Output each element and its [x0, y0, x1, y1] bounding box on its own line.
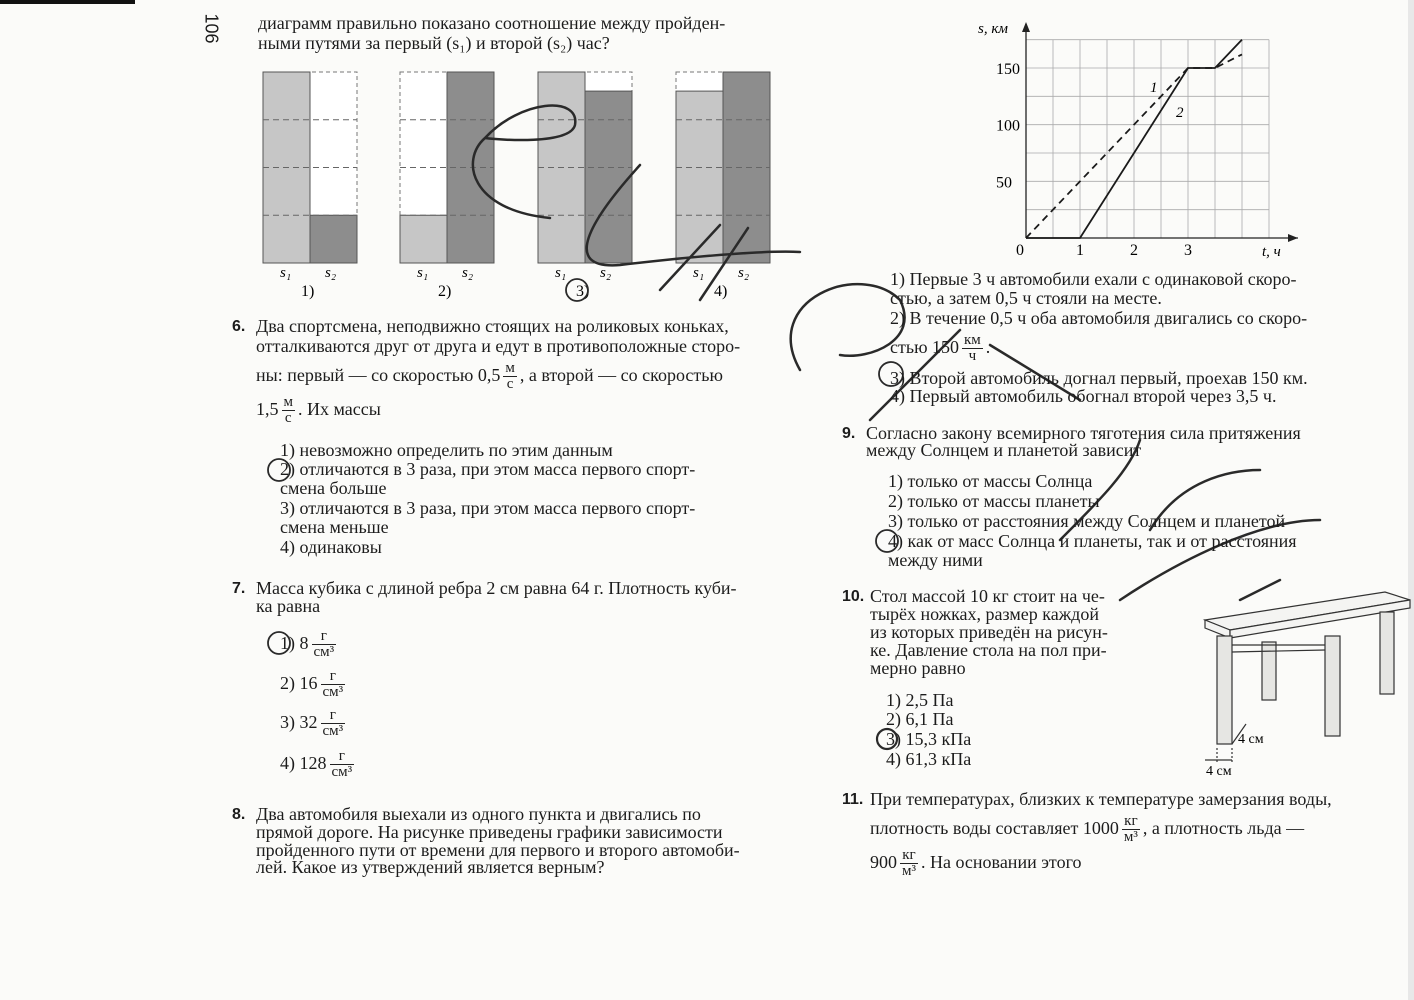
- unit-fraction: [503, 361, 517, 392]
- q8-option-4[interactable]: 4) Первый автомобиль обогнал второй через 3,5 ч.: [890, 386, 1277, 406]
- diagram-s1-label: s₁: [280, 265, 292, 281]
- q6-line-4-text: 1,5: [256, 399, 279, 419]
- x-tick-label: 3: [1184, 242, 1192, 259]
- q9-line-1: Согласно закону всемирного тяготения сила притяжения: [866, 423, 1301, 443]
- q10-option-2[interactable]: 2) 6,1 Па: [886, 709, 954, 729]
- x-tick-label: 1: [1076, 242, 1084, 259]
- q9-option-4[interactable]: 4) как от масс Солнца и планеты, так и от расстояния: [888, 531, 1297, 551]
- q9-option-1[interactable]: 1) только от массы Солнца: [888, 471, 1093, 491]
- fraction-numerator: м: [505, 360, 515, 377]
- diagram-bar-s1: [400, 215, 447, 263]
- series-label-2: 2: [1176, 105, 1184, 121]
- diagram-s1-label: s₁: [555, 265, 567, 281]
- q6-option-2-cont: смена больше: [280, 478, 387, 498]
- intro-line-1: диаграмм правильно показано соотношение между пройден-: [258, 13, 726, 33]
- unit-fraction: [282, 395, 296, 426]
- question-number-7: 7.: [232, 580, 246, 597]
- diagram-option-label[interactable]: 4): [714, 283, 728, 300]
- q8-option-3[interactable]: 3) Второй автомобиль догнал первый, проехав 150 км.: [890, 368, 1308, 388]
- question-number-8: 8.: [232, 806, 246, 823]
- q9-option-2[interactable]: 2) только от массы планеты: [888, 491, 1100, 511]
- diagram-option-label[interactable]: 2): [438, 283, 452, 300]
- diagram-s1-label: s₁: [417, 265, 429, 281]
- q8-option-1[interactable]: 1) Первые 3 ч автомобили ехали с одинаковой скоро-: [890, 269, 1297, 289]
- fraction-numerator: г: [338, 748, 345, 765]
- q10-line-3: из которых приведён на рисун-: [870, 622, 1108, 642]
- fraction-numerator: км: [964, 332, 981, 349]
- diagram-option-label[interactable]: 1): [301, 283, 315, 300]
- q7-option-3[interactable]: [280, 705, 348, 739]
- unit-fraction: [330, 749, 355, 780]
- q6-option-3[interactable]: 3) отличаются в 3 раза, при этом масса первого спорт-: [280, 498, 696, 518]
- y-tick-label: 50: [996, 174, 1012, 192]
- q6-line-1: Два спортсмена, неподвижно стоящих на роликовых коньках,: [256, 316, 729, 336]
- question-number-11: 11.: [842, 791, 864, 808]
- diagram-s2-label: s₂: [600, 265, 612, 281]
- q10-option-4[interactable]: 4) 61,3 кПа: [886, 749, 972, 769]
- fraction-numerator: г: [320, 628, 327, 645]
- fraction-denominator: см³: [331, 764, 353, 781]
- question-number-6: 6.: [232, 318, 246, 335]
- option-text: .: [985, 337, 991, 357]
- diagram-bar-s2: [585, 91, 632, 263]
- q8-line-3: пройденного пути от времени для первого и второго автомоби-: [256, 840, 740, 860]
- unit-fraction: [321, 708, 346, 739]
- q8-option-2[interactable]: 2) В течение 0,5 ч оба автомобиля двигались со скоро-: [890, 308, 1308, 328]
- unit-fraction: [312, 629, 337, 660]
- fraction-denominator: м³: [1123, 829, 1138, 846]
- q11-text: плотность воды составляет 1000: [870, 818, 1119, 838]
- q6-line-3: [256, 358, 723, 392]
- q6-option-3-cont: смена меньше: [280, 517, 389, 537]
- q6-line-3-text: ны: первый — со скоростью 0,5: [256, 365, 501, 385]
- fraction-denominator: ч: [962, 348, 983, 364]
- fraction-denominator: см³: [322, 684, 344, 701]
- bar-diagrams: [263, 72, 770, 300]
- y-tick-label: 100: [996, 117, 1020, 135]
- diagram-s1-label: s₁: [693, 265, 705, 281]
- q11-text: , а плотность льда —: [1142, 818, 1305, 838]
- fraction-numerator: м: [283, 394, 293, 411]
- q11-text: . На основании этого: [921, 852, 1082, 872]
- table-dimension-width: 4 см: [1206, 764, 1232, 779]
- q8-option-2-cont: [890, 330, 990, 364]
- diagram-s2-label: s₂: [738, 265, 750, 281]
- intro-line-2: ными путями за первый (s₁) и второй (s₂) час?: [258, 33, 610, 53]
- q8-option-1-cont: стью, а затем 0,5 ч стояли на месте.: [890, 288, 1162, 308]
- option-text: 4) 128: [280, 753, 327, 773]
- option-text: стью 150: [890, 337, 960, 357]
- diagram-bar-s1: [676, 91, 723, 263]
- q6-option-2[interactable]: 2) отличаются в 3 раза, при этом масса первого спорт-: [280, 459, 696, 479]
- q10-option-1[interactable]: 1) 2,5 Па: [886, 690, 954, 710]
- series-label-1: 1: [1150, 80, 1158, 96]
- q8-line-1: Два автомобиля выехали из одного пункта и двигались по: [256, 804, 701, 824]
- q6-line-2: отталкиваются друг от друга и едут в противоположные сторо-: [256, 336, 741, 356]
- q10-line-5: мерно равно: [870, 658, 966, 678]
- q6-line-4-text: . Их массы: [298, 399, 381, 419]
- q7-option-2[interactable]: [280, 666, 348, 700]
- y-axis-arrow-icon: [1022, 22, 1030, 32]
- fraction-numerator: кг: [1124, 813, 1138, 830]
- table-dimension-depth: 4 см: [1238, 732, 1264, 747]
- q10-line-1: Стол массой 10 кг стоит на че-: [870, 586, 1105, 606]
- fraction-denominator: м³: [902, 863, 916, 880]
- distance-time-graph: [978, 21, 1298, 260]
- page-number: 106: [201, 13, 222, 44]
- x-tick-label: 2: [1130, 242, 1138, 259]
- q6-line-3-text: , а второй — со скоростью: [519, 365, 723, 385]
- unit-fraction: [321, 669, 346, 700]
- q9-option-3[interactable]: 3) только от расстояния между Солнцем и планетой: [888, 511, 1286, 531]
- option-text: 3) 32: [280, 712, 318, 732]
- q10-line-2: тырёх ножках, размер каждой: [870, 604, 1099, 624]
- fraction-numerator: кг: [902, 847, 916, 864]
- q11-line-1: При температурах, близких к температуре замерзания воды,: [870, 789, 1332, 809]
- fraction-denominator: с: [282, 410, 296, 426]
- q7-option-4[interactable]: [280, 746, 357, 780]
- q11-line-2: [870, 811, 1304, 845]
- q11-text: 900: [870, 852, 897, 872]
- question-number-10: 10.: [842, 588, 865, 605]
- y-axis-label: s, км: [978, 21, 1008, 37]
- y-tick-label: 150: [996, 61, 1020, 78]
- q7-line-2: ка равна: [256, 596, 321, 616]
- q10-line-4: ке. Давление стола на пол при-: [870, 640, 1107, 660]
- table-illustration: [1205, 592, 1410, 764]
- x-tick-label: 0: [1016, 242, 1024, 259]
- q10-option-3[interactable]: 3) 15,3 кПа: [886, 729, 972, 749]
- fraction-denominator: см³: [322, 723, 344, 740]
- diagram-option-label[interactable]: 3): [576, 283, 590, 300]
- fraction-numerator: г: [329, 707, 336, 724]
- unit-fraction: [962, 333, 983, 364]
- x-axis-label: t, ч: [1262, 244, 1281, 260]
- q11-line-3: [870, 845, 1082, 879]
- fraction-numerator: г: [329, 668, 336, 685]
- option-text: 2) 16: [280, 673, 318, 693]
- q6-option-4[interactable]: 4) одинаковы: [280, 537, 382, 557]
- q9-line-2: между Солнцем и планетой зависит: [866, 440, 1142, 460]
- q7-line-1: Масса кубика с длиной ребра 2 см равна 64 г. Плотность куби-: [256, 578, 737, 598]
- unit-fraction: [900, 848, 918, 879]
- option-text: 1) 8: [280, 633, 309, 653]
- question-number-9: 9.: [842, 425, 856, 442]
- unit-fraction: [1122, 814, 1140, 845]
- diagram-s2-label: s₂: [462, 265, 474, 281]
- fraction-denominator: с: [503, 376, 517, 392]
- q8-line-2: прямой дороге. На рисунке приведены графики зависимости: [256, 822, 723, 842]
- q6-line-4: [256, 392, 381, 426]
- q7-option-1[interactable]: [280, 626, 339, 660]
- x-axis-arrow-icon: [1288, 234, 1298, 242]
- graph-grid: [1026, 40, 1269, 238]
- q9-option-4-cont: между ними: [888, 550, 983, 570]
- diagram-s2-label: s₂: [325, 265, 337, 281]
- fraction-denominator: см³: [313, 644, 335, 661]
- diagram-bar-s2: [310, 215, 357, 263]
- q6-option-1[interactable]: 1) невозможно определить по этим данным: [280, 440, 613, 460]
- q8-line-4: лей. Какое из утверждений является верным?: [256, 857, 605, 877]
